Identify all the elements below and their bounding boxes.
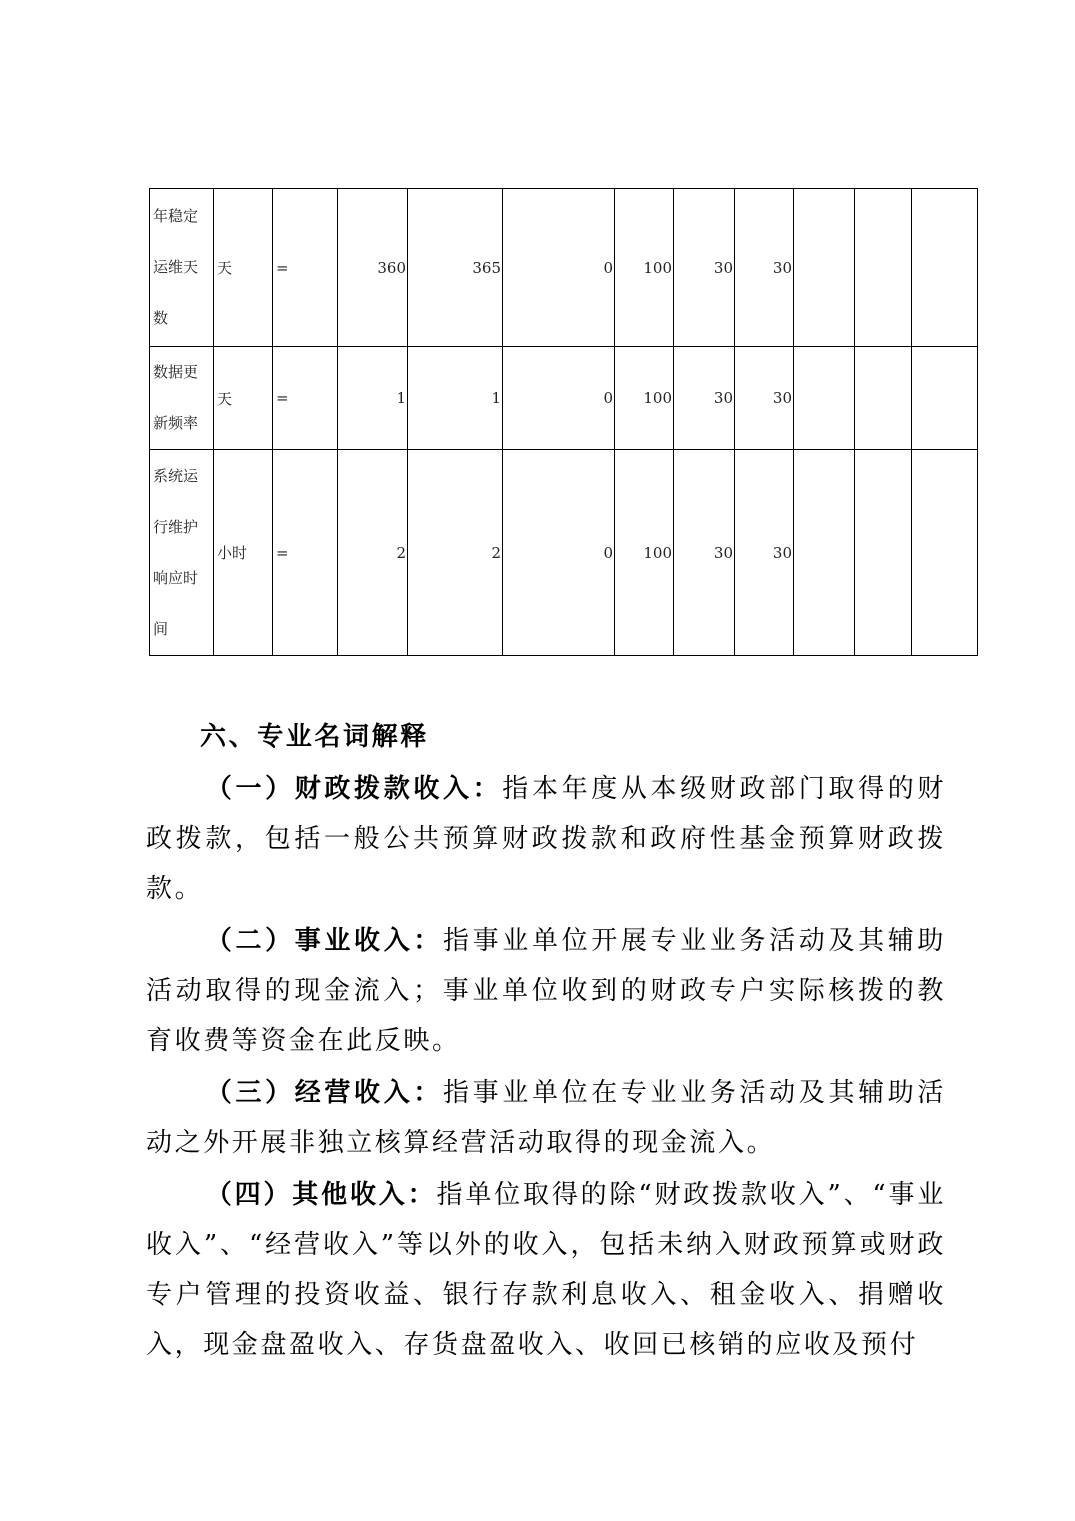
glossary-definition: 指单位取得的除“财政拨款收入”、“事业收入”、“经营收入”等以外的收入，包括未纳入财政预算或财政专户管理的投资收益、银行存款利息收入、租金收入、捐赠收入，现金盘盈收入、存货盘盈收入、收回已核销的应收及预付 bbox=[146, 1180, 946, 1360]
table-cell: 30 bbox=[674, 189, 735, 347]
table-cell bbox=[794, 450, 855, 656]
table-cell: 0 bbox=[503, 450, 615, 656]
glossary-term: （四）其他收入： bbox=[205, 1180, 437, 1210]
table-cell: 2 bbox=[338, 450, 408, 656]
table-cell: 360 bbox=[338, 189, 408, 347]
table-cell: 100 bbox=[615, 189, 674, 347]
table-cell bbox=[794, 347, 855, 450]
indicator-unit: 小时 bbox=[214, 450, 273, 656]
table-cell bbox=[794, 189, 855, 347]
table-cell bbox=[855, 189, 912, 347]
table-cell bbox=[912, 347, 978, 450]
indicator-operator: = bbox=[273, 450, 338, 656]
glossary-paragraph bbox=[146, 1068, 946, 1168]
glossary-term: （一）财政拨款收入： bbox=[205, 774, 503, 804]
glossary-term: （二）事业收入： bbox=[205, 926, 443, 956]
table-cell bbox=[855, 347, 912, 450]
glossary-definition: 指事业单位开展专业业务活动及其辅助活动取得的现金流入；事业单位收到的财政专户实际核拨的教育收费等资金在此反映。 bbox=[146, 926, 946, 1056]
indicator-name: 年稳定运维天数 bbox=[150, 189, 214, 347]
glossary-paragraph bbox=[146, 764, 946, 914]
table-cell: 2 bbox=[408, 450, 503, 656]
indicator-unit: 天 bbox=[214, 189, 273, 347]
glossary-section bbox=[146, 712, 946, 1372]
table-cell: 1 bbox=[338, 347, 408, 450]
table-cell: 100 bbox=[615, 347, 674, 450]
table-cell bbox=[912, 450, 978, 656]
table-cell: 30 bbox=[735, 450, 794, 656]
table-cell: 100 bbox=[615, 450, 674, 656]
glossary-definition: 指本年度从本级财政部门取得的财政拨款，包括一般公共预算财政拨款和政府性基金预算财政拨款。 bbox=[146, 774, 946, 904]
indicator-operator: = bbox=[273, 189, 338, 347]
table-cell: 1 bbox=[408, 347, 503, 450]
table-row bbox=[150, 450, 978, 656]
table-cell: 30 bbox=[735, 347, 794, 450]
indicator-name: 数据更新频率 bbox=[150, 347, 214, 450]
table-cell: 0 bbox=[503, 189, 615, 347]
table-cell: 0 bbox=[503, 347, 615, 450]
section-heading: 六、专业名词解释 bbox=[200, 722, 429, 752]
performance-indicator-table bbox=[149, 188, 978, 656]
table-row bbox=[150, 347, 978, 450]
table-cell: 30 bbox=[735, 189, 794, 347]
table-row bbox=[150, 189, 978, 347]
table-cell: 365 bbox=[408, 189, 503, 347]
indicator-name: 系统运行维护响应时间 bbox=[150, 450, 214, 656]
indicator-unit: 天 bbox=[214, 347, 273, 450]
glossary-term: （三）经营收入： bbox=[205, 1078, 443, 1108]
glossary-paragraph bbox=[146, 916, 946, 1066]
glossary-definition: 指事业单位在专业业务活动及其辅助活动之外开展非独立核算经营活动取得的现金流入。 bbox=[146, 1078, 946, 1158]
glossary-paragraph bbox=[146, 1170, 946, 1370]
indicator-operator: = bbox=[273, 347, 338, 450]
table-cell bbox=[912, 189, 978, 347]
table-cell bbox=[855, 450, 912, 656]
table-cell: 30 bbox=[674, 450, 735, 656]
table-cell: 30 bbox=[674, 347, 735, 450]
